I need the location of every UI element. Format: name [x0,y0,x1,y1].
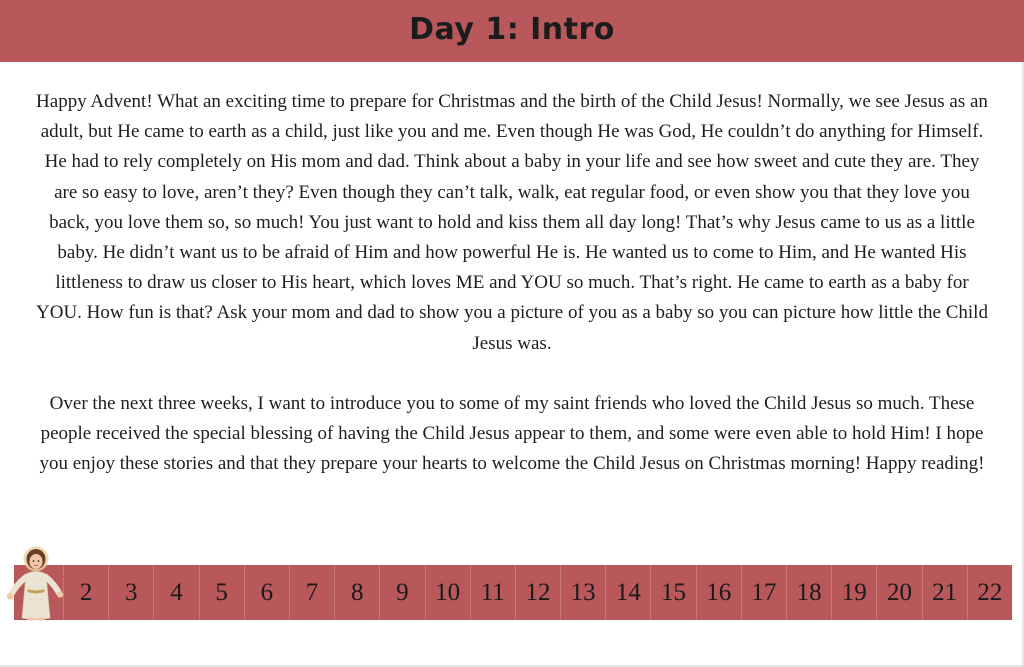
child-jesus-figure-icon [4,545,64,621]
day-link-4[interactable]: 4 [153,565,198,620]
day-link-18[interactable]: 18 [786,565,831,620]
day-link-17[interactable]: 17 [741,565,786,620]
intro-paragraph-2: Over the next three weeks, I want to introduce you to some of my saint friends who loved the Child Jesus so much. These people received the special blessing of having the Child Jesus appear to them, and some were even able to hold Him! I hope you enjoy these stories and that they prepare your hearts to welcome the Child Jesus on Christmas morning! Happy reading! [39,392,985,475]
day-link-20[interactable]: 20 [876,565,921,620]
intro-text [36,87,988,479]
day-link-3[interactable]: 3 [108,565,153,620]
day-link-8[interactable]: 8 [334,565,379,620]
page-title: Day 1: Intro [409,11,615,47]
day-link-5[interactable]: 5 [199,565,244,620]
day-link-10[interactable]: 10 [425,565,470,620]
day-link-13[interactable]: 13 [560,565,605,620]
day-link-7[interactable]: 7 [289,565,334,620]
day-link-6[interactable]: 6 [244,565,289,620]
day-link-12[interactable]: 12 [515,565,560,620]
page-header [0,0,1024,62]
day-link-2[interactable]: 2 [63,565,108,620]
day-link-22[interactable]: 22 [967,565,1012,620]
day-link-14[interactable]: 14 [605,565,650,620]
day-link-21[interactable]: 21 [922,565,967,620]
child-jesus-figure-svg [4,545,64,621]
day-link-9[interactable]: 9 [379,565,424,620]
day-link-15[interactable]: 15 [650,565,695,620]
day-link-11[interactable]: 11 [470,565,515,620]
day-navigation-strip [14,565,1012,620]
day-link-16[interactable]: 16 [696,565,741,620]
day-link-19[interactable]: 19 [831,565,876,620]
intro-paragraph-1: Happy Advent! What an exciting time to prepare for Christmas and the birth of the Child Jesus! Normally, we see Jesus as an adult, but He came to earth as a child, just like you and me. Even though He was God, He couldn’t do anything for Himself. He had to rely completely on His mom and dad. Think about a baby in your life and see how sweet and cute they are. They are so easy to love, aren’t they? Even though they can’t talk, walk, eat regular food, or even show you that they love you back, you love them so, so much! You just want to hold and kiss them all day long! That’s why Jesus came to us as a little baby. He didn’t want us to be afraid of Him and how powerful He is. He wanted us to come to Him, and He wanted His littleness to draw us closer to His heart, which loves ME and YOU so much. That’s right. He came to earth as a baby for YOU. How fun is that? Ask your mom and dad to show you a picture of you as a baby so you can picture how little the Child Jesus was. [36,91,988,354]
